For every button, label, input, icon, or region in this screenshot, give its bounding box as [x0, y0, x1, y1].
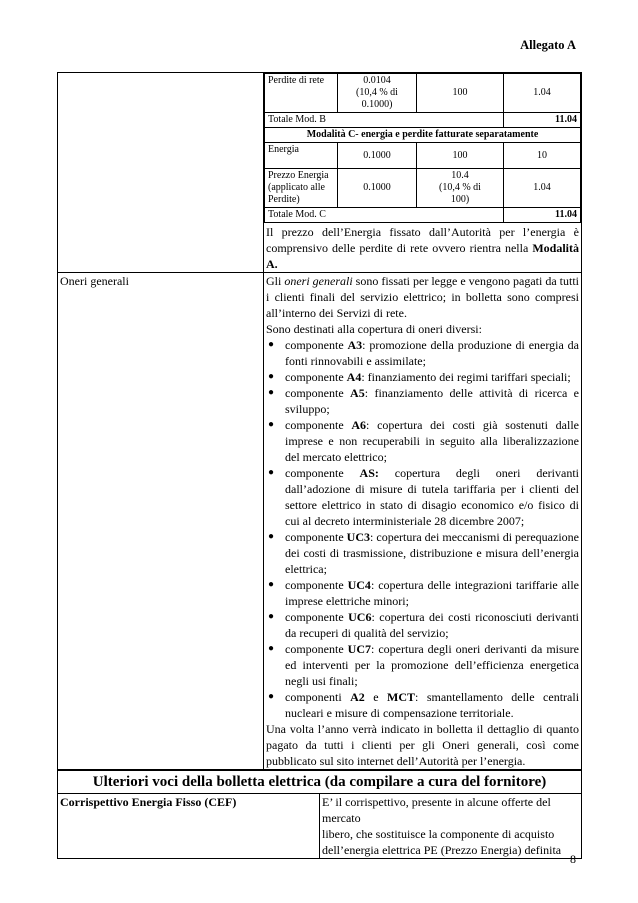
component-item	[266, 577, 579, 609]
component-item	[266, 369, 579, 385]
totale-c-label: Totale Mod. C	[265, 208, 504, 223]
perdite-price-note: (10,4 % di	[356, 87, 398, 98]
cef-line-3: dell’energia elettrica PE (Prezzo Energia) definita	[322, 843, 562, 857]
component-prefix: componenti	[285, 690, 351, 704]
component-code: UC3	[346, 530, 371, 544]
component-text: : copertura delle integrazioni tariffarie alle imprese elettriche minori;	[285, 578, 579, 608]
bullet-icon: ●	[268, 579, 275, 590]
component-item	[266, 385, 579, 417]
empty-left-cell	[58, 73, 264, 273]
component-text: : copertura dei meccanismi di perequazione dei costi di trasmissione, distribuzione e misura dell’energia elettrica;	[285, 530, 579, 576]
prezzo-label-1: Prezzo Energia	[268, 170, 329, 181]
component-item	[266, 465, 579, 529]
component-code: A5	[350, 386, 365, 400]
component-prefix: componente	[285, 610, 349, 624]
component-prefix: componente	[285, 370, 347, 384]
perdite-price	[338, 74, 417, 113]
row-totale-c	[265, 208, 581, 223]
component-text: : copertura degli oneri derivanti da misure ed interventi per la promozione dell’efficienza energetica negli usi finali;	[285, 642, 579, 688]
component-text: : finanziamento delle attività di ricerca e sviluppo;	[285, 386, 579, 416]
component-code: UC6	[348, 610, 372, 624]
perdite-price-value: 0.0104	[363, 75, 391, 86]
prezzo-total: 1.04	[504, 169, 581, 208]
oneri-outro: Una volta l’anno verrà indicato in bolletta il dettaglio di quanto pagato da tutti i clienti per gli Oneri generali, così come pubblicato sul sito internet dell’Autorità per l’energia.	[266, 722, 579, 768]
prezzo-energia-label	[265, 169, 338, 208]
tariff-cell	[264, 73, 582, 273]
energia-qty: 100	[417, 143, 504, 169]
component-prefix: componente	[285, 530, 347, 544]
bullet-icon: ●	[268, 643, 275, 654]
ulteriori-voci-table	[57, 770, 582, 859]
component-code: A6	[351, 418, 367, 432]
prezzo-qty-2: (10,4 % di	[439, 182, 481, 193]
component-item	[266, 609, 579, 641]
table-row	[58, 794, 582, 859]
prezzo-qty-1: 10.4	[451, 170, 469, 181]
ulteriori-voci-header: Ulteriori voci della bolletta elettrica (da compilare a cura del fornitore)	[58, 771, 582, 794]
components-list	[266, 337, 579, 721]
component-text: copertura degli oneri derivanti dall’adozione di misure di tutela tariffaria per i clienti del settore elettrico in stato di disagio economico e/o fisico di cui al decreto interministeriale 28 dicembre 2007;	[285, 466, 579, 528]
row-perdite	[265, 74, 581, 113]
energia-total: 10	[504, 143, 581, 169]
row-prezzo-energia	[265, 169, 581, 208]
component-prefix: componente	[285, 466, 360, 480]
component-prefix: componente	[285, 642, 348, 656]
totale-b-label: Totale Mod. B	[265, 113, 504, 128]
prezzo-note-bold: Modalità A.	[266, 241, 579, 271]
totale-c-value: 11.04	[504, 208, 581, 223]
row-section-c	[265, 128, 581, 143]
component-prefix: componente	[285, 386, 351, 400]
bullet-icon: ●	[268, 419, 275, 430]
cef-line-1: E’ il corrispettivo, presente in alcune offerte del mercato	[322, 795, 551, 825]
cef-description	[320, 794, 582, 859]
bullet-icon: ●	[268, 691, 275, 702]
component-prefix: componente	[285, 578, 348, 592]
component-code: A4	[346, 370, 362, 384]
component-item	[266, 641, 579, 689]
oneri-description	[264, 273, 582, 770]
prezzo-label-2: (applicato alle	[268, 182, 325, 193]
component-item	[266, 337, 579, 369]
bullet-icon: ●	[268, 531, 275, 542]
component-text: : finanziamento dei regimi tariffari speciali;	[361, 370, 571, 384]
prezzo-note-text: Il prezzo dell’Energia fissato dall’Autorità per l’energia è comprensivo delle perdite di rete ovvero rientra nella	[266, 225, 579, 255]
cef-line-2: libero, che sostituisce la componente di acquisto	[322, 827, 555, 841]
component-code: MCT	[387, 690, 416, 704]
bullet-icon: ●	[268, 387, 275, 398]
perdite-qty: 100	[417, 74, 504, 113]
component-code: AS:	[359, 466, 379, 480]
component-item	[266, 529, 579, 577]
component-text: : copertura dei costi riconosciuti derivanti da recuperi di qualità del servizio;	[285, 610, 579, 640]
component-text: : promozione della produzione di energia da fonti rinnovabili e assimilate;	[285, 338, 579, 368]
component-code: A2	[350, 690, 365, 704]
perdite-total: 1.04	[504, 74, 581, 113]
prezzo-qty	[417, 169, 504, 208]
section-c-title: Modalità C- energia e perdite fatturate separatamente	[265, 128, 581, 143]
component-text: : copertura dei costi già sostenuti dalle imprese e non recuperabili in seguito alla liberalizzazione del mercato elettrico;	[285, 418, 579, 464]
page-number: 8	[570, 852, 576, 866]
totale-b-value: 11.04	[504, 113, 581, 128]
perdite-label: Perdite di rete	[265, 74, 338, 113]
prezzo-note	[264, 224, 581, 272]
row-totale-b	[265, 113, 581, 128]
oneri-intro	[266, 273, 579, 321]
prezzo-price: 0.1000	[338, 169, 417, 208]
component-text: : smantellamento delle centrali nucleari e misure di compensazione territoriale.	[285, 690, 580, 720]
component-item	[266, 689, 579, 721]
prezzo-qty-3: 100)	[450, 194, 470, 205]
component-mid: e	[364, 690, 388, 704]
table-row	[58, 273, 582, 770]
cef-label: Corrispettivo Energia Fisso (CEF)	[58, 794, 320, 859]
component-item	[266, 417, 579, 465]
oneri-label: Oneri generali	[58, 273, 264, 770]
row-energia	[265, 143, 581, 169]
bullet-icon: ●	[268, 467, 275, 478]
bullet-icon: ●	[268, 339, 275, 350]
oneri-intro-1: Gli	[266, 274, 285, 288]
table-row	[58, 771, 582, 794]
oneri-intro-2: sono fissati per legge e vengono pagati da tutti i clienti finali del servizio elettrico; in bolletta sono compresi all’interno dei Servizi di rete.	[266, 274, 579, 320]
oneri-intro-em: oneri generali	[284, 274, 353, 288]
allegato-label: Allegato A	[520, 38, 576, 52]
energia-price: 0.1000	[338, 143, 417, 169]
component-prefix: componente	[285, 338, 348, 352]
component-code: UC7	[347, 642, 371, 656]
tariff-inner-table	[264, 73, 581, 223]
perdite-price-note2: 0.1000)	[361, 99, 393, 110]
component-code: A3	[347, 338, 363, 352]
oneri-destinati: Sono destinati alla copertura di oneri diversi:	[266, 322, 482, 336]
main-table	[57, 72, 582, 770]
component-prefix: componente	[285, 418, 352, 432]
table-row	[58, 73, 582, 273]
bullet-icon: ●	[268, 611, 275, 622]
prezzo-label-3: Perdite)	[268, 194, 300, 205]
bullet-icon: ●	[268, 371, 275, 382]
energia-label: Energia	[265, 143, 338, 169]
component-code: UC4	[347, 578, 371, 592]
